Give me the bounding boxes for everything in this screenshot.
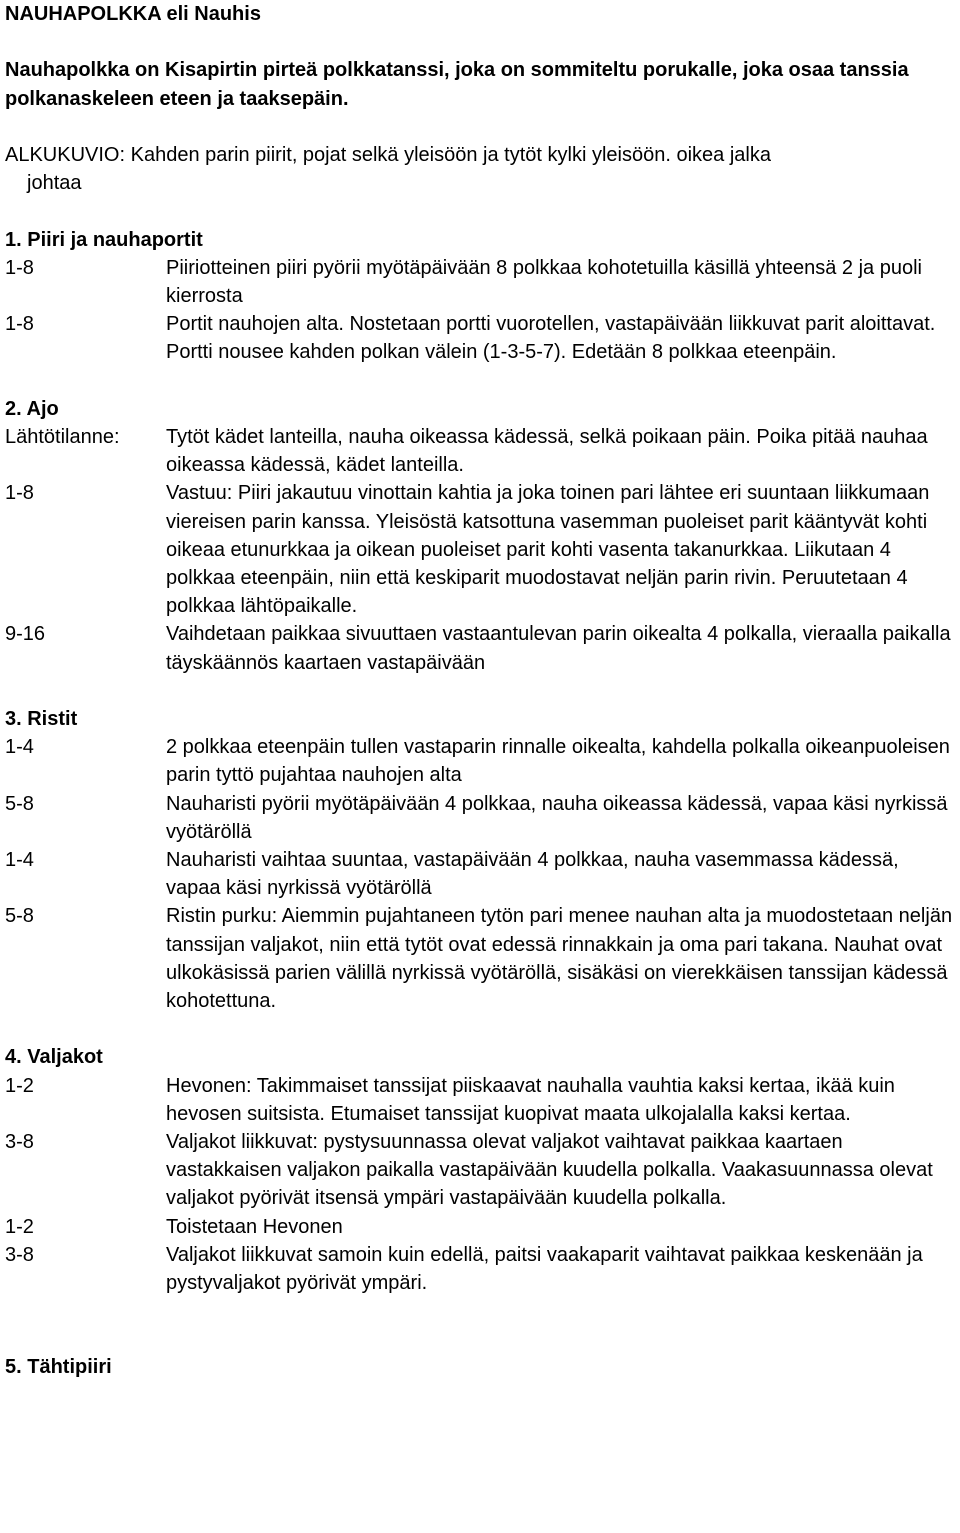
spacer	[5, 197, 957, 225]
spacer	[5, 1297, 957, 1353]
document-title: NAUHAPOLKKA eli Nauhis	[5, 3, 261, 25]
step-row	[5, 733, 957, 789]
spacer	[5, 677, 957, 705]
step-count-label: 5-8	[5, 905, 34, 928]
alkukuvio-line-2: johtaa	[27, 172, 82, 195]
section-title-4: 4. Valjakot	[5, 1046, 103, 1069]
step-count-label: 1-8	[5, 482, 34, 505]
step-count-label: 9-16	[5, 623, 46, 646]
step-count-label: 3-8	[5, 1131, 34, 1154]
step-description: Vastuu: Piiri jakautuu vinottain kahtia ja joka toinen pari lähtee eri suuntaan liikkumaan viereisen parin kanssa. Yleisöstä katsottuna vasemman puoleiset parit kääntyvät kohti oikeaa etunurkkaa ja oikean puoleiset parit kohti vasenta takanurkkaa. Liikutaan 4 polkkaa eteenpäin, niin että keskiparit muodostavat neljän parin rivin. Peruutetaan 4 polkkaa lähtöpaikalle.	[166, 482, 930, 618]
step-count-label: 1-4	[5, 736, 34, 759]
step-row	[5, 1213, 957, 1241]
step-description: Portit nauhojen alta. Nostetaan portti vuorotellen, vastapäivään liikkuvat parit aloittavat. Portti nousee kahden polkan välein (1-3-5-7). Edetään 8 polkkaa eteenpäin.	[166, 313, 936, 364]
step-count-label: Lähtötilanne:	[5, 425, 120, 448]
section-title-5: 5. Tähtipiiri	[5, 1356, 112, 1379]
step-description: Valjakot liikkuvat samoin kuin edellä, paitsi vaakaparit vaihtavat paikkaa keskenään ja pystyvaljakot pyörivät ympäri.	[166, 1243, 923, 1295]
step-row	[5, 479, 957, 620]
section-title-1: 1. Piiri ja nauhaportit	[5, 228, 203, 251]
alkukuvio-text: Kahden parin piirit, pojat selkä yleisöön ja tytöt kylki yleisöön. oikea jalka	[130, 143, 771, 166]
section-title-2: 2. Ajo	[5, 397, 59, 420]
step-row	[5, 1072, 957, 1128]
section-title-3: 3. Ristit	[5, 707, 78, 730]
step-row	[5, 423, 957, 479]
step-row	[5, 1241, 957, 1297]
step-row	[5, 790, 957, 846]
step-description: Nauharisti pyörii myötäpäivään 4 polkkaa, nauha oikeassa kädessä, vapaa käsi nyrkissä vyötäröllä	[166, 792, 948, 843]
step-description: Piiriotteinen piiri pyörii myötäpäivään 8 polkkaa kohotetuilla käsillä yhteensä 2 ja puoli kierrosta	[166, 256, 922, 307]
step-description: Valjakot liikkuvat: pystysuunnassa olevat valjakot vaihtavat paikkaa kaartaen vastakkaisen valjakon paikalla vastapäivään kuudella polkalla. Vaakasuunnassa olevat valjakot pyörivät itsensä ympäri vastapäivään kuudella polkalla.	[166, 1131, 933, 1210]
step-description: 2 polkkaa eteenpäin tullen vastaparin rinnalle oikealta, kahdella polkalla oikeanpuoleisen parin tyttö pujahtaa nauhojen alta	[166, 736, 950, 787]
step-description: Vaihdetaan paikkaa sivuuttaen vastaantulevan parin oikealta 4 polkalla, vieraalla paikalla täyskäännös kaartaen vastapäivään	[166, 623, 951, 674]
spacer	[5, 113, 957, 141]
alkukuvio-label: ALKUKUVIO:	[5, 143, 126, 166]
intro-paragraph: Nauhapolkka on Kisapirtin pirteä polkkatanssi, joka on sommiteltu porukalle, joka osaa tanssia polkanaskeleen eteen ja taaksepäin.	[5, 59, 909, 110]
sections	[5, 226, 957, 1354]
step-count-label: 1-8	[5, 256, 34, 279]
step-description: Ristin purku: Aiemmin pujahtaneen tytön pari menee nauhan alta ja muodostetaan neljän tanssijan valjakot, niin että tytöt ovat edessä rinnakkain ja oma pari takana. Nauhat ovat ulkokäsissä parien välillä nyrkissä vyötäröllä, sisäkäsi on vierekkäisen tanssijan kädessä kohotettuna.	[166, 905, 953, 1013]
step-description: Toistetaan Hevonen	[166, 1215, 343, 1238]
step-row	[5, 902, 957, 1015]
step-description: Tytöt kädet lanteilla, nauha oikeassa kädessä, selkä poikaan päin. Poika pitää nauhaa oikeassa kädessä, kädet lanteilla.	[166, 425, 928, 477]
document	[5, 0, 957, 1381]
step-description: Nauharisti vaihtaa suuntaa, vastapäivään 4 polkkaa, nauha vasemmassa kädessä, vapaa käsi nyrkissä vyötäröllä	[166, 849, 899, 900]
step-row	[5, 1128, 957, 1213]
step-row	[5, 254, 957, 310]
step-count-label: 1-8	[5, 313, 34, 336]
step-row	[5, 310, 957, 366]
step-count-label: 5-8	[5, 792, 34, 815]
step-count-label: 3-8	[5, 1243, 34, 1266]
step-row	[5, 620, 957, 676]
step-description: Hevonen: Takimmaiset tanssijat piiskaavat nauhalla vauhtia kaksi kertaa, ikää kuin hevosen suitsista. Etumaiset tanssijat kuopivat maata ulkojalalla kaksi kertaa.	[166, 1074, 895, 1125]
step-count-label: 1-4	[5, 849, 34, 871]
alkukuvio-line-1	[5, 141, 957, 169]
step-count-label: 1-2	[5, 1074, 34, 1097]
step-row	[5, 846, 957, 902]
step-count-label: 1-2	[5, 1215, 34, 1238]
spacer	[5, 367, 957, 395]
spacer	[5, 1015, 957, 1043]
spacer	[5, 28, 957, 56]
